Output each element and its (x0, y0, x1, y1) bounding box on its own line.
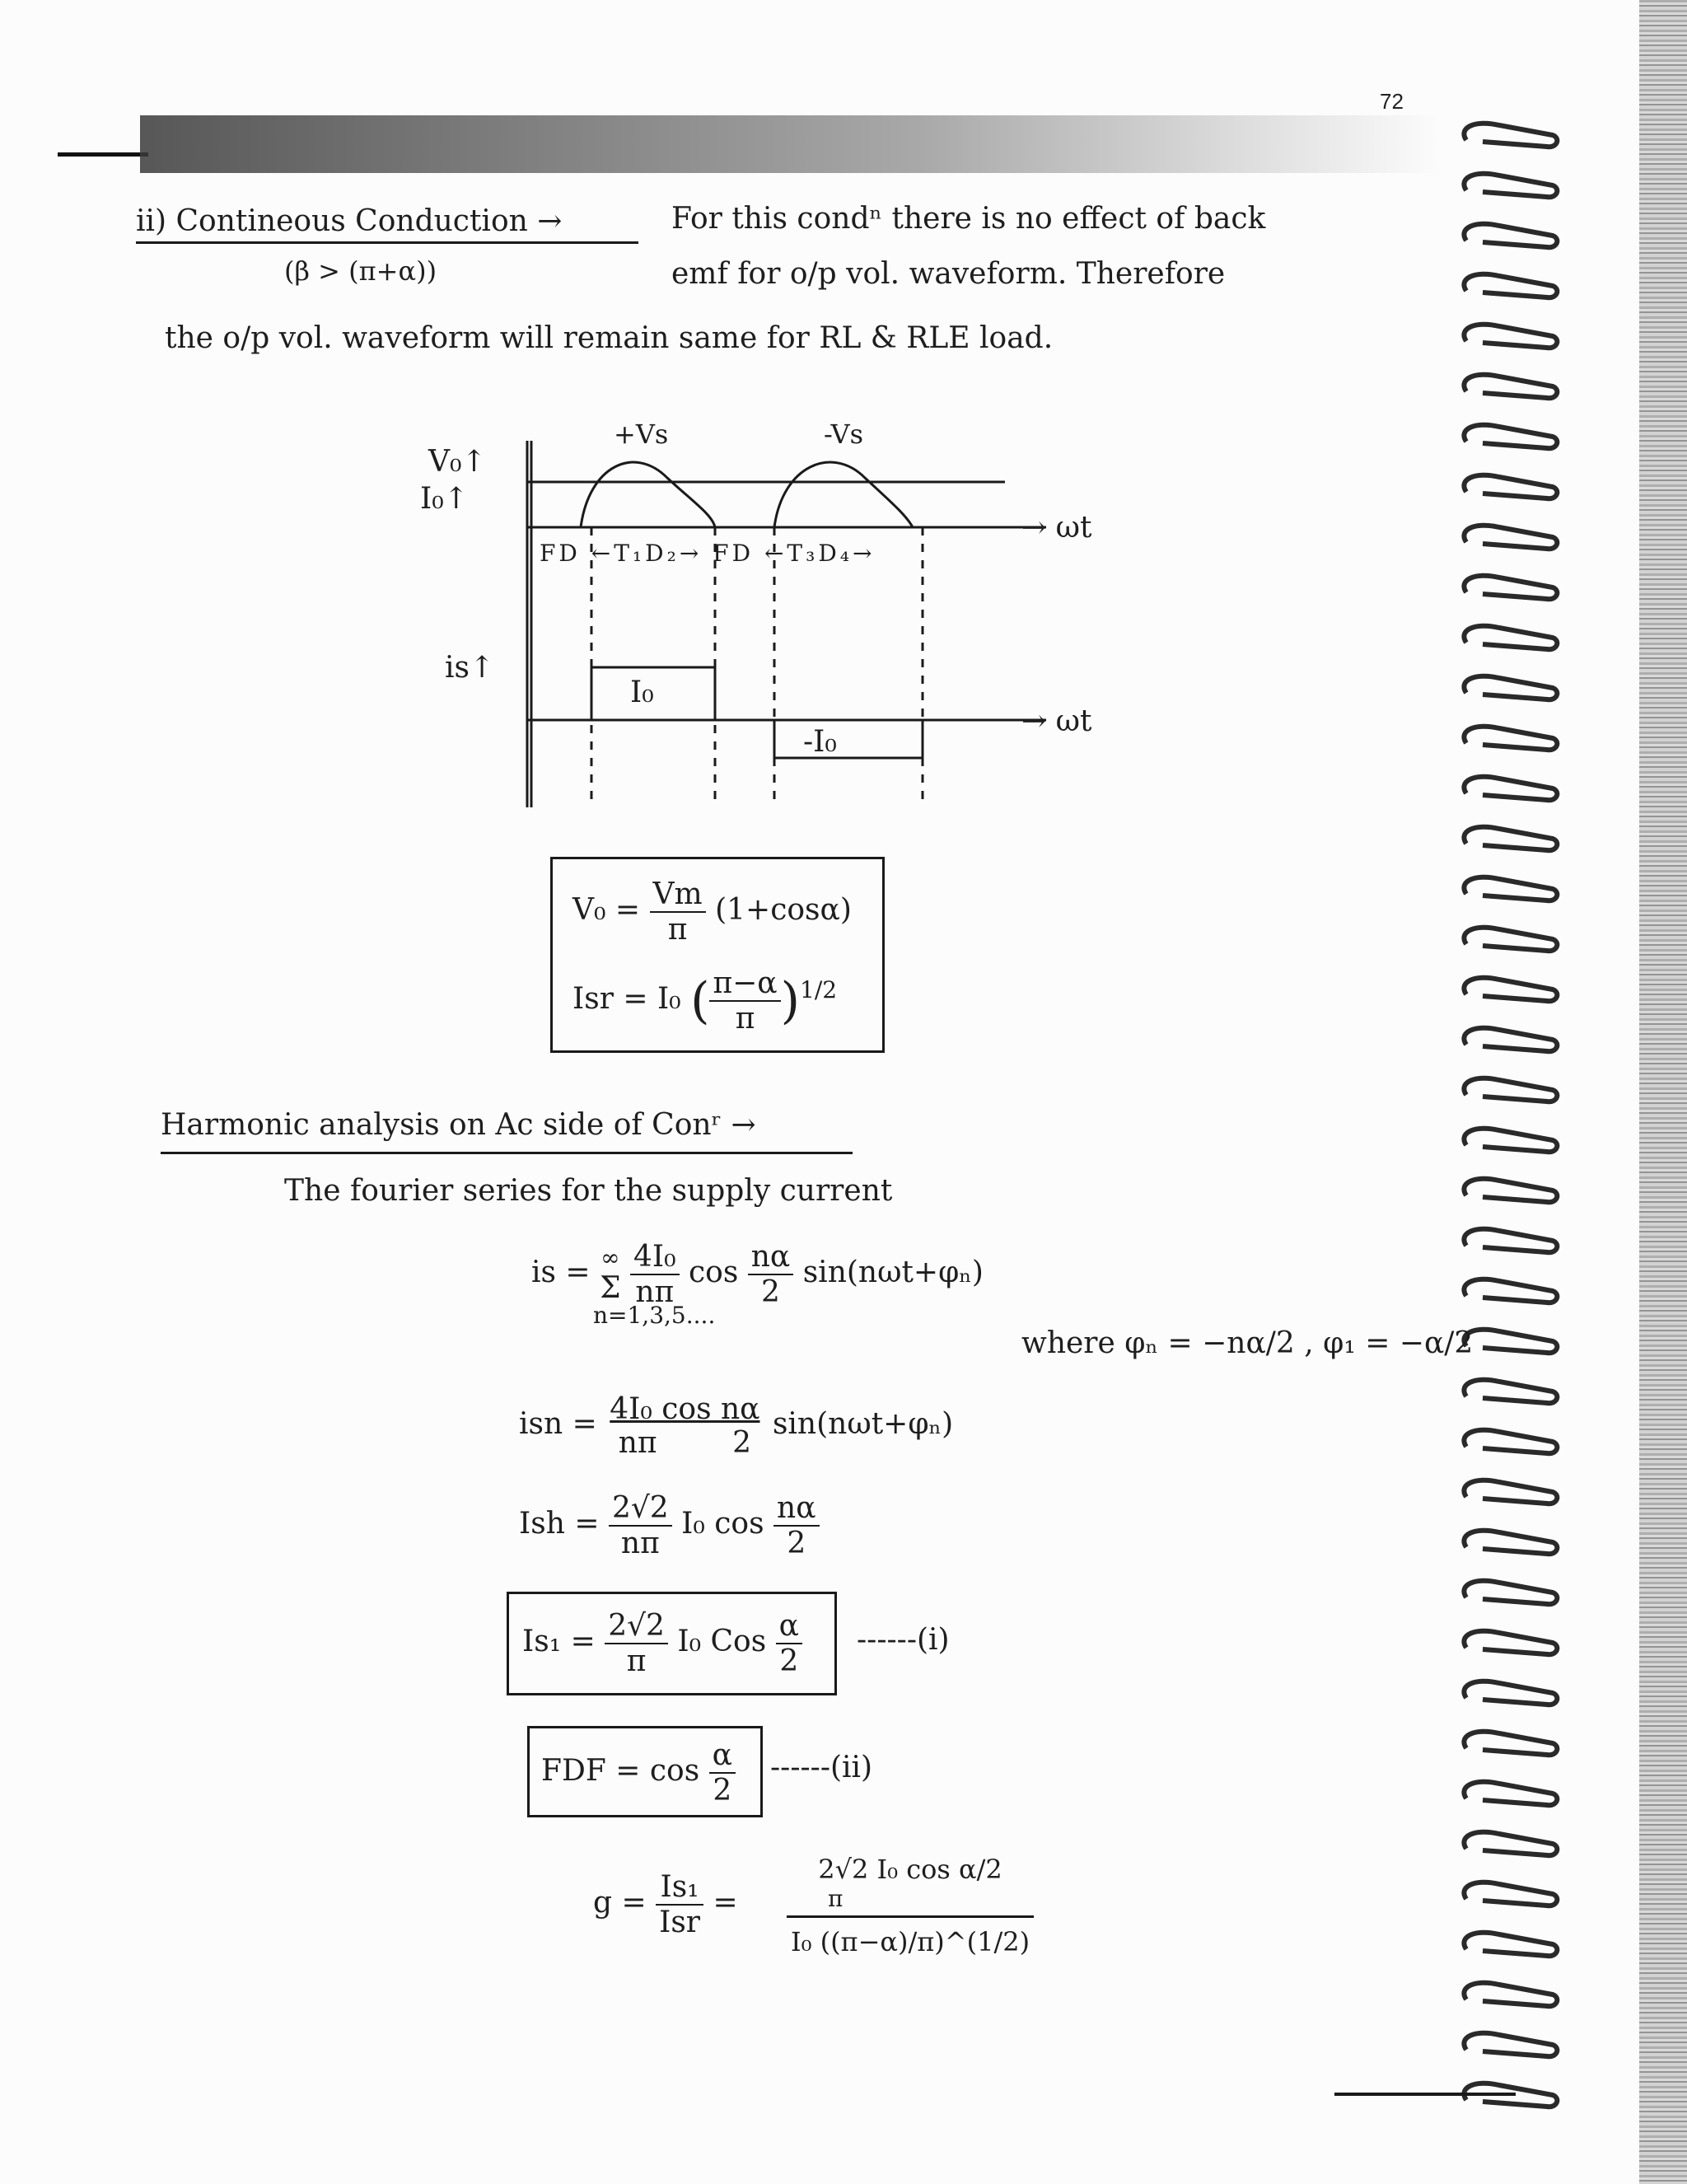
ish-den: nπ (620, 1527, 660, 1560)
waveform-diagram (395, 412, 1137, 816)
spiral-coil (1464, 1480, 1557, 1504)
g-rhs-num-sub: π (828, 1885, 844, 1912)
formula-is-series (531, 1240, 984, 1309)
isn-lhs: isn = (519, 1407, 597, 1441)
spiral-coil (1464, 1882, 1557, 1906)
formula-ish (519, 1491, 820, 1560)
is1-cos-den: 2 (779, 1644, 799, 1678)
label-intervals: FD ←T₁D₂→ FD ←T₃D₄→ (540, 540, 876, 567)
g-num: Is₁ (656, 1870, 703, 1906)
page-edge-texture (1639, 0, 1687, 2184)
spiral-coil (1464, 978, 1557, 1002)
spiral-coil (1464, 1330, 1557, 1354)
isr-num: π−α (709, 966, 780, 1002)
is1-rest: I₀ Cos (677, 1625, 767, 1658)
spiral-coil (1464, 1832, 1557, 1856)
is1-fraction (605, 1609, 668, 1678)
spiral-coil (1464, 928, 1557, 952)
spiral-coil (1464, 1078, 1557, 1102)
is1-lhs: Is₁ = (522, 1625, 596, 1658)
spiral-binding (1450, 115, 1565, 2142)
is1-num: 2√2 (605, 1609, 668, 1644)
spiral-coil (1464, 827, 1557, 851)
g-fraction (656, 1870, 703, 1939)
phase-where: where φₙ = −nα/2 , φ₁ = −α/2 (1021, 1326, 1474, 1360)
isn-den: nπ 2 (618, 1426, 751, 1460)
formula-is1 (522, 1609, 802, 1678)
fdf-lhs: FDF = cos (541, 1754, 700, 1788)
ish-num: 2√2 (609, 1491, 672, 1527)
fdf-equation-tag: ------(ii) (770, 1751, 873, 1784)
is1-den: π (626, 1644, 647, 1678)
formula-box-is1 (507, 1592, 837, 1695)
is-cos: cos (688, 1256, 739, 1289)
section-heading: ii) Contineous Conduction → (136, 204, 563, 238)
ish-lhs: Ish = (519, 1507, 600, 1541)
spiral-coil (1464, 1681, 1557, 1705)
ish-fraction (609, 1491, 672, 1560)
sum-symbol: Σ (600, 1271, 621, 1305)
label-is: is↑ (445, 651, 495, 685)
g-equals: = (713, 1886, 738, 1920)
formula-fdf (541, 1738, 736, 1808)
spiral-coil (1464, 2033, 1557, 2057)
spiral-coil (1464, 1983, 1557, 2007)
formula-isr (572, 966, 837, 1036)
isr-den: π (735, 1002, 755, 1036)
bottom-rule (1334, 2093, 1516, 2096)
formula-box-vo-isr (550, 857, 885, 1053)
ish-cos-num: nα (773, 1491, 820, 1527)
label-vo: V₀↑ (428, 445, 487, 479)
g-rhs-den: I₀ ((π−α)/π)^(1/2) (787, 1915, 1034, 1957)
sum-bottom: n=1,3,5.... (593, 1302, 716, 1329)
margin-rule (58, 152, 148, 157)
isn-rest: sin(nωt+φₙ) (772, 1407, 954, 1441)
text-line-3: the o/p vol. waveform will remain same for RL & RLE load. (165, 321, 1054, 355)
fdf-fraction (709, 1738, 736, 1808)
vo-rest: (1+cosα) (715, 893, 852, 927)
is-cos-fraction (748, 1240, 794, 1309)
ish-cos-fraction (773, 1491, 820, 1560)
section-condition: (β > (π+α)) (284, 255, 437, 287)
spiral-coil (1464, 1380, 1557, 1404)
harmonic-underline (161, 1152, 853, 1154)
formula-box-fdf (527, 1726, 763, 1817)
isr-paren-close: ) (780, 972, 801, 1030)
vo-den: π (667, 913, 688, 947)
heading-underline (136, 241, 638, 244)
spiral-coil (1464, 877, 1557, 901)
spiral-coil (1464, 1229, 1557, 1253)
spiral-coil (1464, 576, 1557, 600)
spiral-coil (1464, 325, 1557, 348)
label-io: I₀↑ (420, 482, 469, 516)
formula-vo (572, 877, 852, 947)
spiral-coil (1464, 1581, 1557, 1605)
spiral-coil (1464, 124, 1557, 147)
spiral-coil (1464, 1631, 1557, 1655)
harmonic-intro: The fourier series for the supply current (284, 1174, 893, 1208)
g-rhs-num: 2√2 I₀ cos α/2 (818, 1854, 1002, 1885)
label-wt-top: → ωt (1021, 511, 1092, 545)
label-wt-bottom: → ωt (1021, 704, 1092, 738)
ish-cos-den: 2 (787, 1527, 806, 1560)
spiral-coil (1464, 425, 1557, 449)
is1-cos-num: α (776, 1609, 802, 1644)
spiral-coil (1464, 676, 1557, 700)
fdf-den: 2 (713, 1774, 732, 1808)
spiral-coil (1464, 1531, 1557, 1555)
isr-paren-open: ( (690, 972, 710, 1030)
spiral-coil (1464, 375, 1557, 399)
is1-equation-tag: ------(i) (857, 1623, 950, 1657)
text-line-2: emf for o/p vol. waveform. Therefore (671, 257, 1226, 291)
label-minus-Io: -I₀ (803, 725, 837, 759)
spiral-coil (1464, 1179, 1557, 1203)
spiral-coil (1464, 1129, 1557, 1153)
g-den: Isr (659, 1906, 701, 1939)
is-fraction (630, 1240, 680, 1309)
isr-fraction (709, 966, 780, 1036)
spiral-coil (1464, 1933, 1557, 1957)
vo-lhs: V₀ = (572, 893, 641, 927)
spiral-coil (1464, 1430, 1557, 1454)
spiral-coil (1464, 224, 1557, 248)
is-cos-den: 2 (761, 1275, 780, 1309)
isn-num: 4I₀ cos nα (610, 1392, 760, 1426)
formula-isn (519, 1392, 953, 1460)
spiral-coil (1464, 475, 1557, 499)
ish-rest: I₀ cos (681, 1507, 764, 1541)
is-lhs: is = (531, 1256, 591, 1289)
isn-fraction (606, 1392, 763, 1460)
is1-cos-fraction (776, 1609, 802, 1678)
label-plus-vs: +Vs (614, 419, 669, 450)
vo-num: Vm (650, 877, 706, 913)
is-num: 4I₀ (630, 1240, 680, 1275)
spiral-coil (1464, 526, 1557, 550)
header-shadow-band (140, 115, 1442, 173)
spiral-coil (1464, 1028, 1557, 1052)
g-rhs-fraction (787, 1854, 1034, 1957)
isr-lhs: Isr = I₀ (572, 982, 681, 1016)
formula-g (593, 1870, 738, 1939)
is-cos-num: nα (748, 1240, 794, 1275)
spiral-coil (1464, 274, 1557, 298)
spiral-coil (1464, 1279, 1557, 1303)
spiral-coil (1464, 727, 1557, 751)
is-den: nπ (635, 1275, 675, 1309)
text-line-1: For this condⁿ there is no effect of back (671, 202, 1266, 236)
spiral-coil (1464, 174, 1557, 198)
spiral-coil (1464, 626, 1557, 650)
isr-exponent: 1/2 (800, 976, 838, 1003)
harmonic-heading: Harmonic analysis on Ac side of Conʳ → (161, 1108, 756, 1142)
spiral-coil (1464, 1732, 1557, 1756)
spiral-coil (1464, 777, 1557, 801)
g-lhs: g = (593, 1886, 647, 1920)
label-plus-Io: I₀ (630, 676, 654, 709)
label-minus-vs: -Vs (824, 419, 864, 450)
page-number: 72 (1380, 89, 1404, 114)
sum-top: ∞ (600, 1244, 620, 1271)
is-sin: sin(nωt+φₙ) (802, 1256, 984, 1289)
vo-fraction (650, 877, 706, 947)
fdf-num: α (709, 1738, 736, 1774)
sum-block (600, 1244, 620, 1305)
spiral-coil (1464, 1782, 1557, 1806)
